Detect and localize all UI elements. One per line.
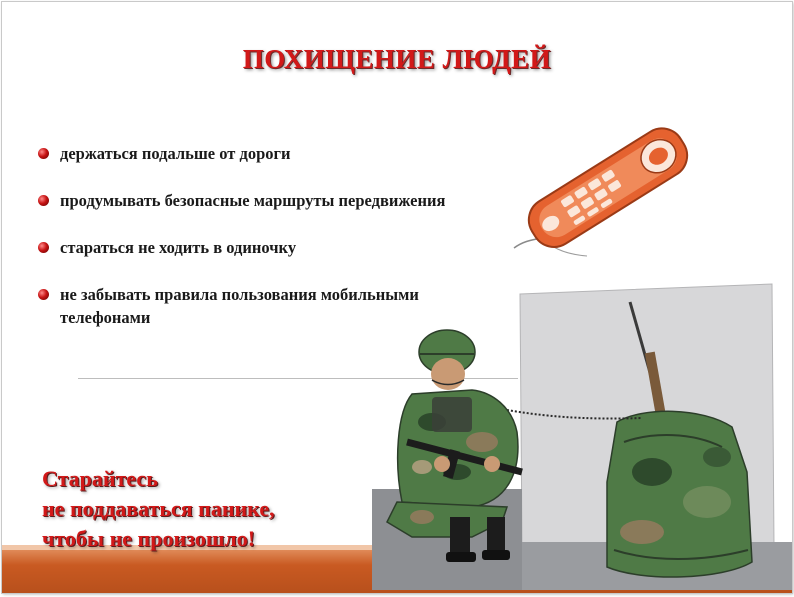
soldier-illustration — [387, 330, 522, 562]
warning-text — [42, 464, 275, 554]
slide-title: ПОХИЩЕНИЕ ЛЮДЕЙ — [242, 44, 552, 74]
warning-line-1: Старайтесь — [42, 466, 158, 491]
warning-line-2: не поддаваться панике, — [42, 496, 275, 521]
slide — [2, 2, 792, 593]
bullet-text: не забывать правила пользования мобильными телефонами — [60, 285, 419, 327]
bullet-text: держаться подальше от дороги — [60, 144, 291, 163]
bullet-text: стараться не ходить в одиночку — [60, 238, 297, 257]
cordless-phone-icon — [514, 120, 695, 256]
warning-line-3: чтобы не произошло! — [42, 526, 256, 551]
bullet-text: продумывать безопасные маршруты передвижения — [60, 191, 446, 210]
